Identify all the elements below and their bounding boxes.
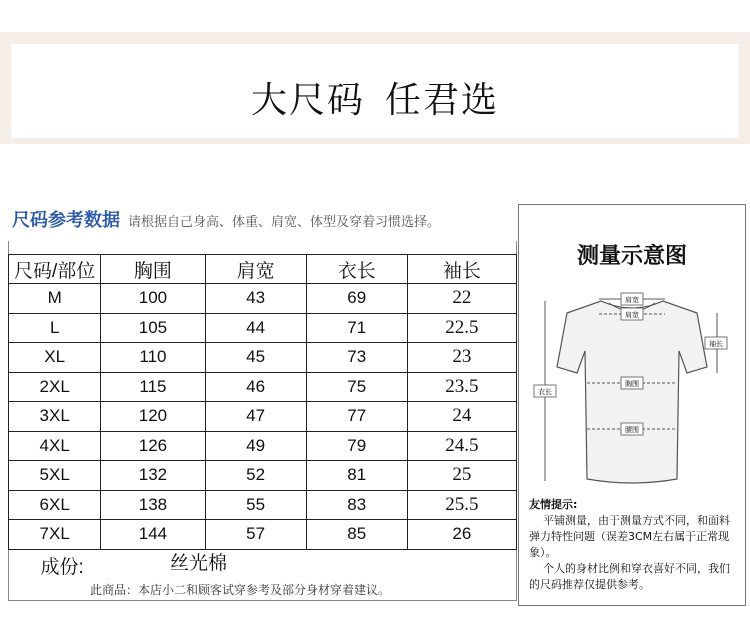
chest-label: 胸围	[625, 380, 639, 388]
cell-size: 4XL	[9, 431, 101, 461]
cell-size: 7XL	[9, 520, 101, 550]
column-header-chest: 胸围	[101, 255, 205, 284]
cell-chest: 100	[101, 284, 205, 314]
banner-title-part-2: 任君选	[385, 80, 500, 121]
cell-chest: 115	[101, 372, 205, 402]
table-row	[9, 520, 517, 550]
cell-length: 83	[306, 490, 407, 520]
cell-sleeve: 25	[407, 461, 516, 491]
cell-shoulder: 43	[205, 284, 306, 314]
table-header-row	[9, 255, 517, 284]
cell-length: 75	[306, 372, 407, 402]
cell-size: L	[9, 313, 101, 343]
table-row	[9, 372, 517, 402]
cell-sleeve: 25.5	[407, 490, 516, 520]
cell-sleeve: 24.5	[407, 431, 516, 461]
table-row	[9, 490, 517, 520]
cell-size: XL	[9, 343, 101, 373]
table-row	[9, 343, 517, 373]
cell-sleeve: 23	[407, 343, 516, 373]
cell-sleeve: 22.5	[407, 313, 516, 343]
cell-chest: 110	[101, 343, 205, 373]
section-subtitle: 请根据自己身高、体重、肩宽、体型及穿着习惯选择。	[128, 215, 441, 230]
banner	[0, 32, 750, 144]
cell-shoulder: 44	[205, 313, 306, 343]
table-row	[9, 461, 517, 491]
table-row	[9, 313, 517, 343]
cell-shoulder: 57	[205, 520, 306, 550]
cell-chest: 126	[101, 431, 205, 461]
cell-shoulder: 55	[205, 490, 306, 520]
cell-sleeve: 24	[407, 402, 516, 432]
cell-chest: 105	[101, 313, 205, 343]
cell-length: 81	[306, 461, 407, 491]
cell-size: 5XL	[9, 461, 101, 491]
cell-length: 71	[306, 313, 407, 343]
tips-paragraph-2: 个人的身材比例和穿衣喜好不同，我们的尺码推荐仅提供参考。	[529, 562, 730, 591]
cell-size: 2XL	[9, 372, 101, 402]
cell-shoulder: 45	[205, 343, 306, 373]
column-header-size: 尺码/部位	[9, 255, 101, 284]
table-row	[9, 431, 517, 461]
measurement-panel	[518, 204, 746, 606]
cell-shoulder: 52	[205, 461, 306, 491]
cell-sleeve: 22	[407, 284, 516, 314]
cell-size: 6XL	[9, 490, 101, 520]
column-header-shoulder: 肩宽	[205, 255, 306, 284]
sleeve-label: 袖长	[709, 340, 723, 348]
material-cell	[205, 549, 516, 581]
footnote: 此商品：本店小二和顾客试穿参考及部分身材穿着建议。	[90, 583, 391, 597]
banner-card	[11, 44, 739, 138]
cell-size: M	[9, 284, 101, 314]
size-chart-panel	[8, 198, 517, 608]
cell-chest: 144	[101, 520, 205, 550]
tshirt-outline	[557, 301, 707, 483]
cell-size: 3XL	[9, 402, 101, 432]
cell-length: 77	[306, 402, 407, 432]
tshirt-diagram	[527, 289, 737, 495]
cell-length: 73	[306, 343, 407, 373]
section-header	[12, 206, 440, 234]
cell-length: 85	[306, 520, 407, 550]
cell-shoulder: 49	[205, 431, 306, 461]
cell-sleeve: 23.5	[407, 372, 516, 402]
length-label: 衣长	[538, 388, 552, 396]
banner-title	[11, 72, 739, 123]
cell-shoulder: 47	[205, 402, 306, 432]
cell-length: 69	[306, 284, 407, 314]
column-header-sleeve: 袖长	[407, 255, 516, 284]
diagram-title: 测量示意图	[576, 244, 687, 269]
shoulder-top-label: 肩宽	[625, 296, 639, 304]
section-title: 尺码参考数据	[12, 210, 120, 231]
cell-chest: 132	[101, 461, 205, 491]
cell-length: 79	[306, 431, 407, 461]
material-row	[9, 549, 517, 581]
column-header-length: 衣长	[306, 255, 407, 284]
tips-title: 友情提示:	[529, 498, 578, 511]
table-row	[9, 402, 517, 432]
shoulder-label: 肩宽	[625, 311, 639, 319]
hem-label: 腰围	[625, 426, 639, 434]
table-row	[9, 284, 517, 314]
tips	[529, 497, 739, 593]
cell-chest: 120	[101, 402, 205, 432]
cell-sleeve: 26	[407, 520, 516, 550]
tips-paragraph-1: 平铺测量，由于测量方式不同，和面料弹力特性问题（误差3CM左右属于正常现象）。	[529, 514, 730, 559]
divider	[8, 600, 517, 601]
material-label: 成份:	[40, 556, 84, 578]
banner-title-part-1: 大尺码	[250, 80, 365, 121]
material-value: 丝光棉	[170, 553, 228, 574]
cell-chest: 138	[101, 490, 205, 520]
cell-shoulder: 46	[205, 372, 306, 402]
size-table	[8, 254, 517, 581]
